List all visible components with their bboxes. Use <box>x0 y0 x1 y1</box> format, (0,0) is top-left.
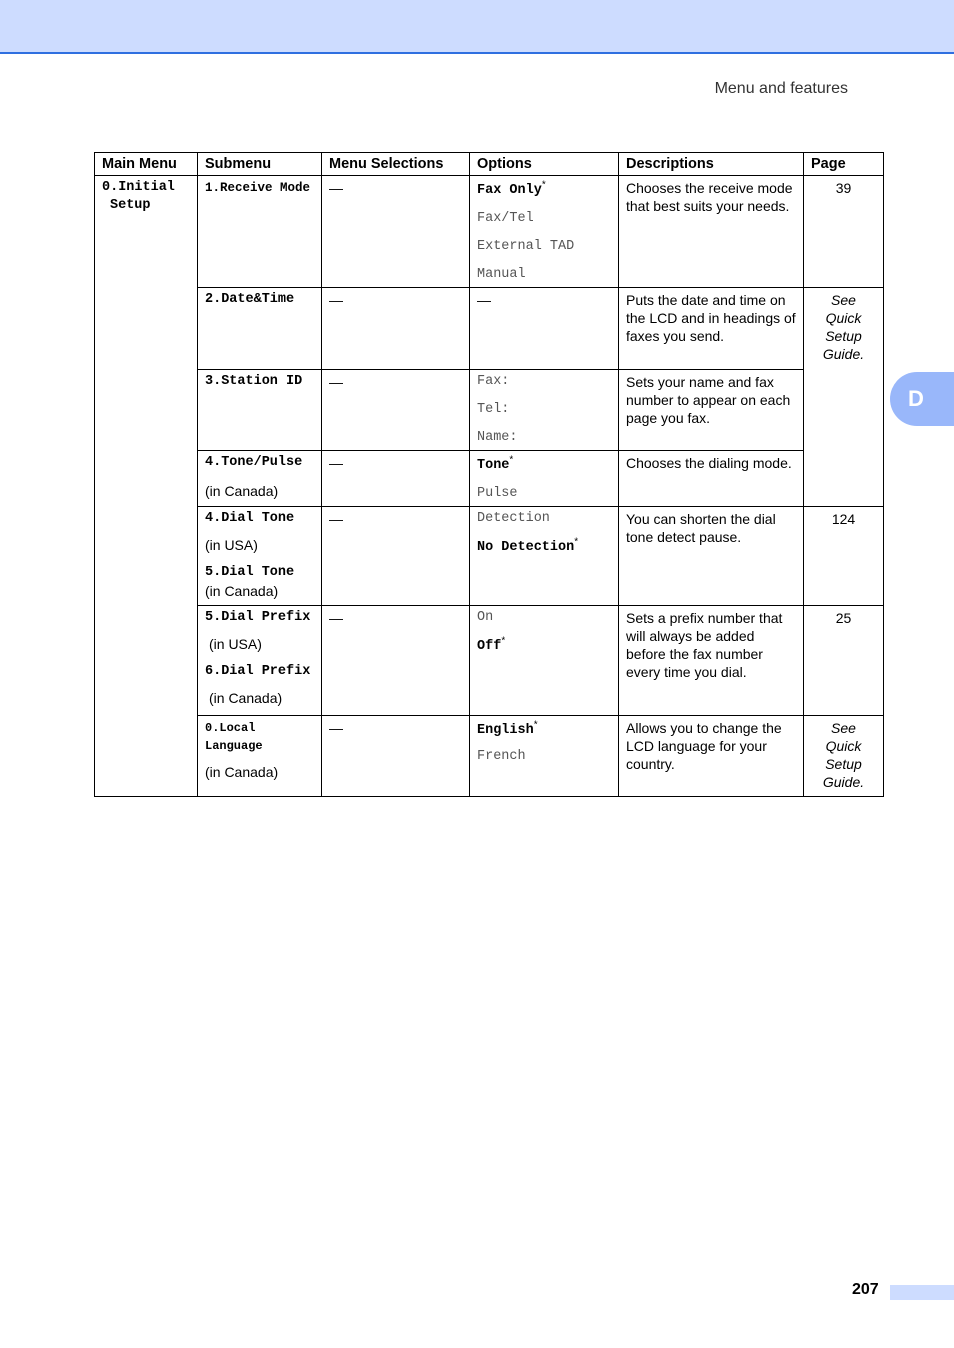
page-cell: 39 <box>804 176 884 288</box>
options-cell <box>470 507 619 606</box>
selections-cell: — <box>322 716 470 797</box>
submenu-label: 4.Dial Tone <box>205 511 295 526</box>
option: Tel: <box>477 402 510 417</box>
col-header-descriptions: Descriptions <box>619 153 804 176</box>
submenu-cell <box>198 606 322 716</box>
submenu-note: (in Canada) <box>205 764 279 780</box>
submenu-cell <box>198 176 322 288</box>
description-cell: Sets a prefix number that will always be added before the fax number every time you dial. <box>619 606 804 716</box>
description-cell: Puts the date and time on the LCD and in headings of faxes you send. <box>619 288 804 370</box>
option: French <box>477 749 526 764</box>
option: Fax/Tel <box>477 211 534 226</box>
option: On <box>477 610 494 625</box>
selections-cell: — <box>322 370 470 451</box>
option-default: Fax Only* <box>477 179 546 198</box>
main-menu-line2: Setup <box>110 198 151 213</box>
description-cell: Chooses the receive mode that best suits your needs. <box>619 176 804 288</box>
page-cell: 124 <box>804 507 884 606</box>
table-row <box>95 370 884 451</box>
selections-cell: — <box>322 451 470 507</box>
description-cell: Chooses the dialing mode. <box>619 451 804 507</box>
submenu-label: 0.Local Language <box>205 721 263 753</box>
chapter-tab-label: D <box>908 386 924 411</box>
col-header-main-menu: Main Menu <box>95 153 198 176</box>
selections-cell: — <box>322 288 470 370</box>
chapter-tab <box>890 372 954 426</box>
main-menu-cell <box>95 176 198 797</box>
table-row <box>95 176 884 288</box>
options-cell <box>470 606 619 716</box>
options-cell <box>470 716 619 797</box>
description-cell: You can shorten the dial tone detect pause. <box>619 507 804 606</box>
selections-cell: — <box>322 176 470 288</box>
footer-band <box>890 1285 954 1300</box>
submenu-label: 3.Station ID <box>205 374 303 389</box>
table-row <box>95 451 884 507</box>
options-cell <box>470 176 619 288</box>
option: Name: <box>477 430 518 445</box>
option: Detection <box>477 511 550 526</box>
col-header-page: Page <box>804 153 884 176</box>
option: Pulse <box>477 486 518 501</box>
description-cell: Sets your name and fax number to appear on each page you fax. <box>619 370 804 451</box>
top-header-band <box>0 0 954 54</box>
option: Fax: <box>477 374 510 389</box>
submenu-label: 1.Receive Mode <box>205 181 311 195</box>
col-header-menu-selections: Menu Selections <box>322 153 470 176</box>
header-title: Menu and features <box>714 80 848 97</box>
submenu-label: 6.Dial Prefix <box>205 664 311 679</box>
submenu-cell <box>198 288 322 370</box>
page-cell: 25 <box>804 606 884 716</box>
submenu-note: (in USA) <box>205 537 258 553</box>
option-default: Off* <box>477 635 506 654</box>
option: External TAD <box>477 239 575 254</box>
page-cell: See Quick Setup Guide. <box>804 716 884 797</box>
options-cell: — <box>470 288 619 370</box>
submenu-label: 5.Dial Prefix <box>205 610 311 625</box>
col-header-options: Options <box>470 153 619 176</box>
main-menu-line1: 0.Initial <box>102 180 175 195</box>
selections-cell: — <box>322 606 470 716</box>
page-number: 207 <box>852 1281 879 1298</box>
options-cell <box>470 370 619 451</box>
table-row <box>95 716 884 797</box>
submenu-note: (in USA) <box>209 636 262 652</box>
option: Manual <box>477 267 526 282</box>
submenu-label: 5.Dial Tone <box>205 565 295 580</box>
submenu-label: 4.Tone/Pulse <box>205 455 303 470</box>
submenu-note: (in Canada) <box>205 583 279 599</box>
submenu-cell <box>198 451 322 507</box>
selections-cell: — <box>322 507 470 606</box>
description-cell: Allows you to change the LCD language for your country. <box>619 716 804 797</box>
option-default: No Detection* <box>477 536 579 555</box>
submenu-cell <box>198 507 322 606</box>
submenu-note: (in Canada) <box>209 690 283 706</box>
table-row <box>95 288 884 370</box>
table-row <box>95 507 884 606</box>
submenu-note: (in Canada) <box>205 483 279 499</box>
table-row <box>95 606 884 716</box>
submenu-cell <box>198 716 322 797</box>
submenu-cell <box>198 370 322 451</box>
option-default: Tone* <box>477 454 514 473</box>
table-header-row <box>95 153 884 176</box>
col-header-submenu: Submenu <box>198 153 322 176</box>
menu-table <box>94 152 884 797</box>
submenu-label: 2.Date&Time <box>205 292 295 307</box>
page-cell: See Quick Setup Guide. <box>804 288 884 507</box>
option-default: English* <box>477 719 538 738</box>
options-cell <box>470 451 619 507</box>
